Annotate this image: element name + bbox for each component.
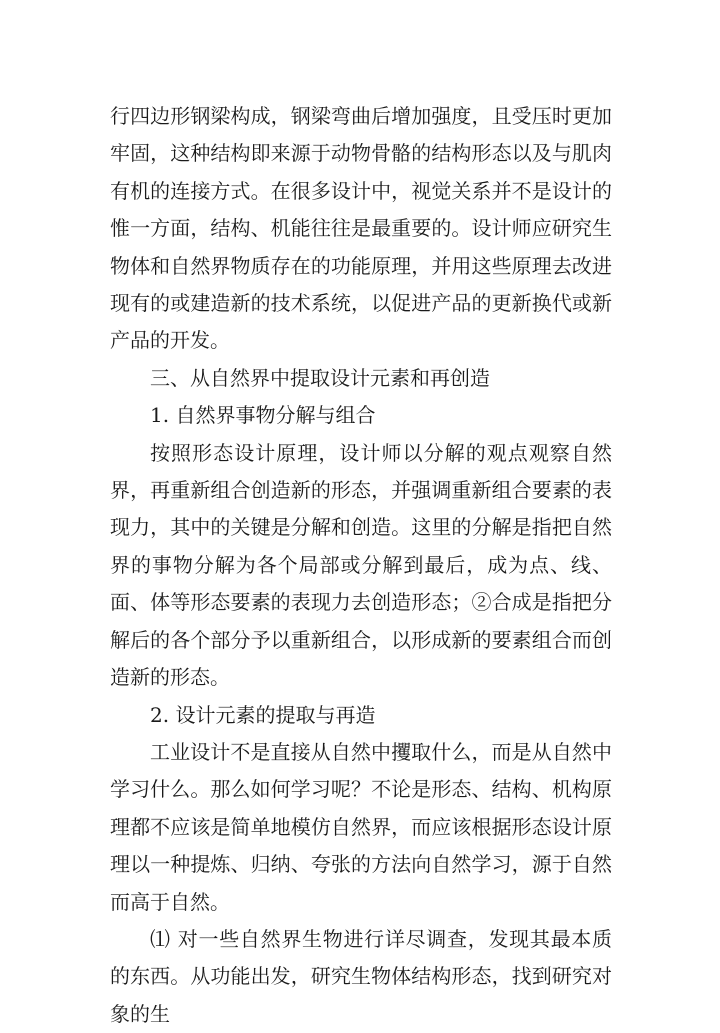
paragraph-learning-from-nature: 工业设计不是直接从自然中攫取什么，而是从自然中学习什么。那么如何学习呢？不论是形态、结构、机构原理都不应该是简单地模仿自然界，而应该根据形态设计原理以一种提炼、归纳、夸张的方法向自然学习，源于自然而高于自然。	[110, 739, 612, 914]
document-page	[110, 98, 612, 1033]
paragraph-structure-continuation: 行四边形钢梁构成，钢梁弯曲后增加强度，且受压时更加牢固，这种结构即来源于动物骨骼的结构形态以及与肌肉有机的连接方式。在很多设计中，视觉关系并不是设计的惟一方面，结构、机能往往是最重要的。设计师应研究生物体和自然界物质存在的功能原理，并用这些原理去改进现有的或建造新的技术系统，以促进产品的更新换代或新产品的开发。	[110, 104, 612, 353]
paragraph-item-1: ⑴ 对一些自然界生物进行详尽调查，发现其最本质的东西。从功能出发，研究生物体结构形态，找到研究对象的生	[110, 926, 612, 1026]
paragraph-decompose-combine: 按照形态设计原理，设计师以分解的观点观察自然界，再重新组合创造新的形态，并强调重新组合要素的表现力，其中的关键是分解和创造。这里的分解是指把自然界的事物分解为各个局部或分解到最后，成为点、线、面、体等形态要素的表现力去创造形态；②合成是指把分解后的各个部分予以重新组合，以形成新的要素组合而创造新的形态。	[110, 440, 612, 690]
section-heading-3: 三、从自然界中提取设计元素和再创造	[150, 365, 490, 390]
subheading-2: 2. 设计元素的提取与再造	[150, 702, 376, 727]
subheading-1: 1. 自然界事物分解与组合	[150, 403, 376, 428]
